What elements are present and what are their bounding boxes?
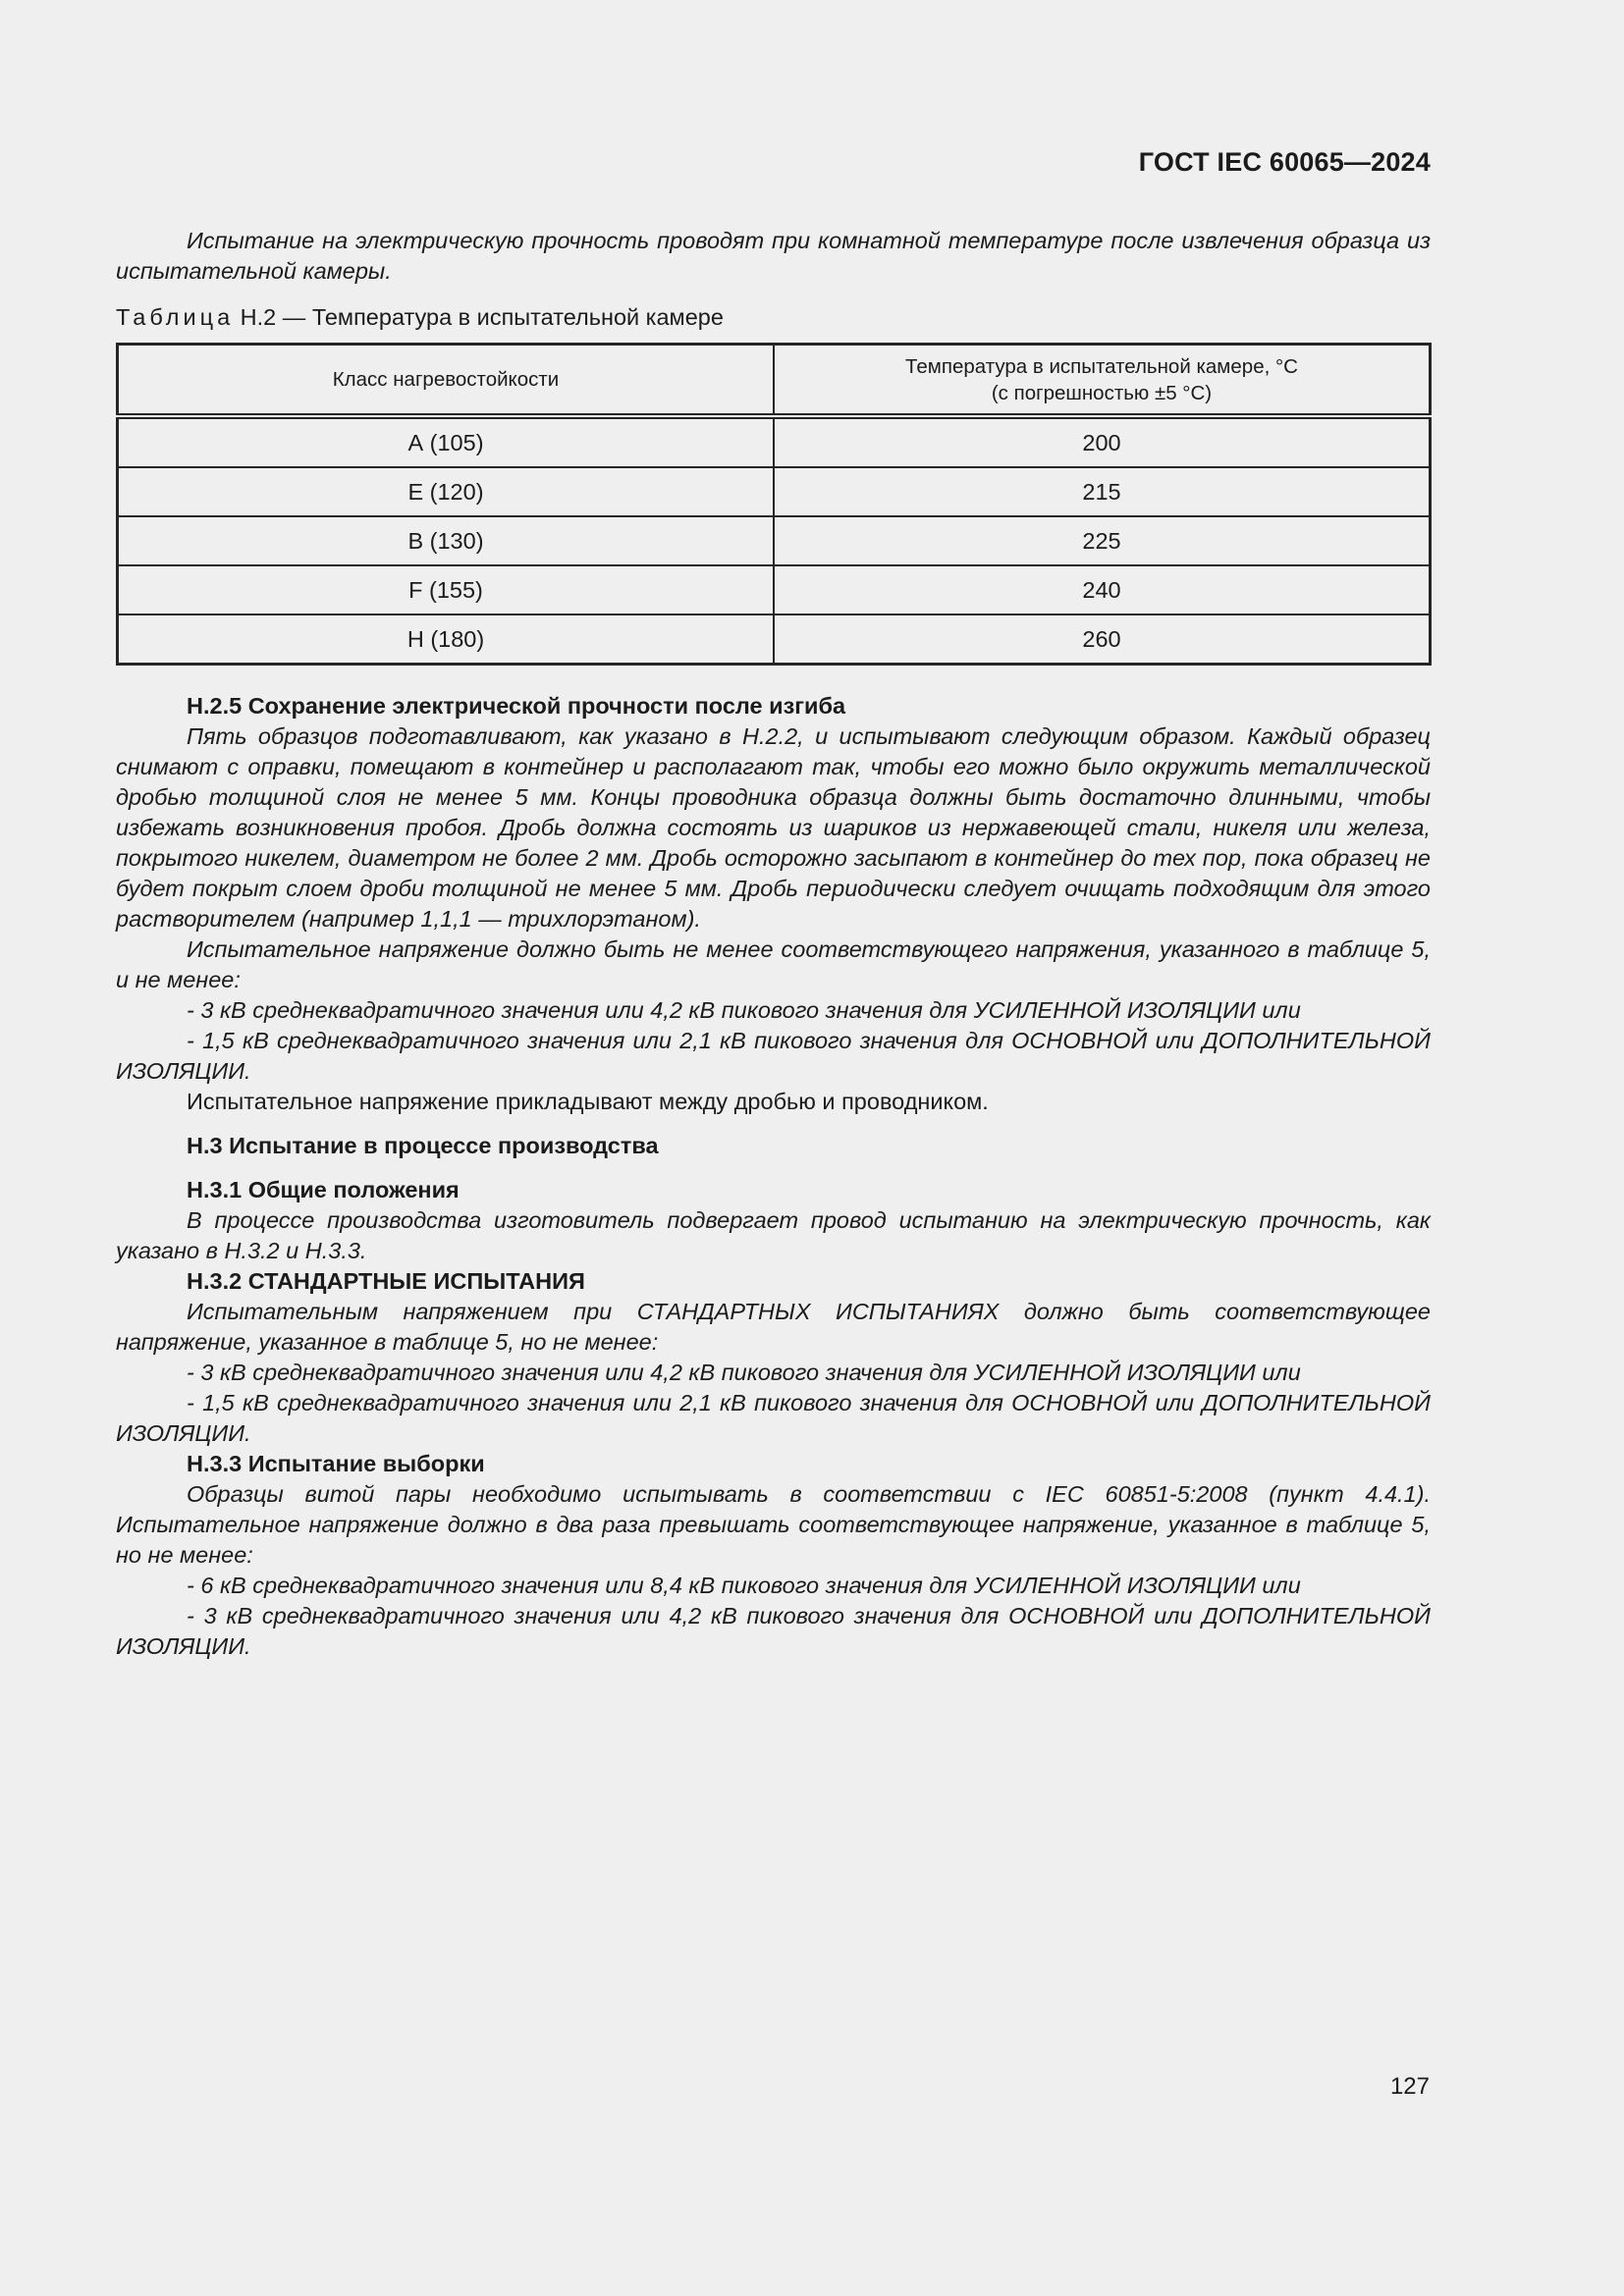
section-h2-5-list-item-2: - 1,5 кВ среднеквадратичного значения или 2,1 кВ пикового значения для ОСНОВНОЙ или ДОПОЛНИТЕЛЬНОЙ ИЗОЛЯЦИИ. xyxy=(116,1028,1431,1084)
table-row xyxy=(118,516,1431,565)
section-h3-2-list-item-2: - 1,5 кВ среднеквадратичного значения или 2,1 кВ пикового значения для ОСНОВНОЙ или ДОПОЛНИТЕЛЬНОЙ ИЗОЛЯЦИИ. xyxy=(116,1390,1431,1446)
cell-temperature: 215 xyxy=(774,467,1431,516)
col-header-temperature xyxy=(774,345,1431,417)
section-h3-2-paragraph: Испытательным напряжением при СТАНДАРТНЫХ ИСПЫТАНИЯХ должно быть соответствующее напряжение, указанное в таблице 5, но не менее: xyxy=(116,1299,1431,1355)
section-h2-5-paragraph-3: Испытательное напряжение прикладывают между дробью и проводником. xyxy=(187,1089,989,1114)
table-row xyxy=(118,467,1431,516)
table-row xyxy=(118,614,1431,665)
col-header-class: Класс нагревостойкости xyxy=(118,345,775,417)
section-h3-3-list-item-1: - 6 кВ среднеквадратичного значения или 8,4 кВ пикового значения для УСИЛЕННОЙ ИЗОЛЯЦИИ или xyxy=(187,1573,1301,1598)
table-caption-text: Н.2 — Температура в испытательной камере xyxy=(234,304,724,330)
section-h3-3-list-item-2: - 3 кВ среднеквадратичного значения или 4,2 кВ пикового значения для ОСНОВНОЙ или ДОПОЛНИТЕЛЬНОЙ ИЗОЛЯЦИИ. xyxy=(116,1603,1431,1659)
page-number: 127 xyxy=(1389,2073,1430,2100)
section-h2-5-paragraph-1: Пять образцов подготавливают, как указано в Н.2.2, и испытывают следующим образом. Каждый образец снимают с оправки, помещают в контейнер и располагают так, чтобы его можно было окружить металлической дробью толщиной слоя не менее 5 мм. Концы проводника образца должны быть достаточно длинными, чтобы избежать возникновения пробоя. Дробь должна состоять из шариков из нержавеющей стали, никеля или железа, покрытого никелем, диаметром не более 2 мм. Дробь осторожно засыпают в контейнер до тех пор, пока образец не будет покрыт слоем дроби толщиной не менее 5 мм. Дробь периодически следует очищать подходящим для этого растворителем (например 1,1,1 — трихлорэтаном). xyxy=(116,723,1431,932)
section-h3-3-heading: Н.3.3 Испытание выборки xyxy=(187,1451,485,1476)
temperature-table xyxy=(116,343,1432,666)
cell-class: Н (180) xyxy=(118,614,775,665)
cell-temperature: 260 xyxy=(774,614,1431,665)
cell-class: F (155) xyxy=(118,565,775,614)
section-h3-1-paragraph: В процессе производства изготовитель подвергает провод испытанию на электрическую прочность, как указано в Н.3.2 и Н.3.3. xyxy=(116,1207,1431,1263)
col-header-temperature-line1: Температура в испытательной камере, °С xyxy=(905,354,1298,378)
section-h2-5-list-item-1: - 3 кВ среднеквадратичного значения или 4,2 кВ пикового значения для УСИЛЕННОЙ ИЗОЛЯЦИИ или xyxy=(187,997,1301,1023)
section-h2-5-heading: Н.2.5 Сохранение электрической прочности после изгиба xyxy=(187,693,846,719)
table-row xyxy=(118,416,1431,467)
col-header-temperature-line2: (с погрешностью ±5 °С) xyxy=(991,381,1213,404)
section-h3-2-list-item-1: - 3 кВ среднеквадратичного значения или 4,2 кВ пикового значения для УСИЛЕННОЙ ИЗОЛЯЦИИ или xyxy=(187,1360,1301,1385)
table-caption-label: Таблица xyxy=(116,304,235,330)
table-header-row xyxy=(118,345,1431,417)
cell-class: А (105) xyxy=(118,416,775,467)
intro-paragraph: Испытание на электрическую прочность проводят при комнатной температуре после извлечения образца из испытательной камеры. xyxy=(116,228,1431,284)
cell-class: В (130) xyxy=(118,516,775,565)
section-h3-1-heading: Н.3.1 Общие положения xyxy=(187,1177,460,1202)
section-h3-2-heading: Н.3.2 СТАНДАРТНЫЕ ИСПЫТАНИЯ xyxy=(187,1268,585,1294)
section-h3-heading: Н.3 Испытание в процессе производства xyxy=(187,1133,659,1158)
section-h3-3-paragraph: Образцы витой пары необходимо испытывать в соответствии с IEC 60851-5:2008 (пункт 4.4.1). Испытательное напряжение должно в два раза превышать соответствующее напряжение, указанное в таблице 5, но не менее: xyxy=(116,1481,1431,1568)
cell-temperature: 200 xyxy=(774,416,1431,467)
page-content xyxy=(116,226,1431,1662)
table-caption xyxy=(116,302,1431,333)
table-row xyxy=(118,565,1431,614)
cell-class: Е (120) xyxy=(118,467,775,516)
cell-temperature: 225 xyxy=(774,516,1431,565)
standard-header: ГОСТ IEC 60065—2024 xyxy=(1138,147,1431,177)
cell-temperature: 240 xyxy=(774,565,1431,614)
section-h2-5-paragraph-2: Испытательное напряжение должно быть не менее соответствующего напряжения, указанного в таблице 5, и не менее: xyxy=(116,936,1431,992)
